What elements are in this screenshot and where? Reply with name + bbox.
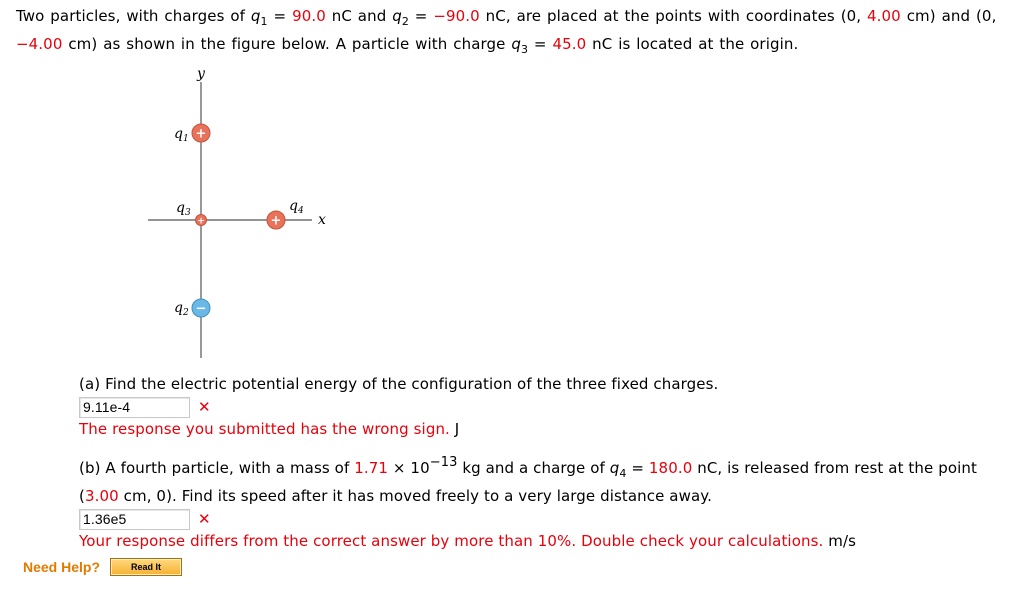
question-text: (b) A fourth particle, with a mass of bbox=[79, 459, 355, 477]
q4-label: $q_4$ bbox=[289, 198, 304, 216]
y2-value: −4.00 bbox=[16, 35, 63, 53]
charge-diagram bbox=[140, 62, 340, 362]
incorrect-icon: ✕ bbox=[198, 509, 211, 528]
q3-subscript: 3 bbox=[520, 43, 529, 56]
plus-sign-icon: + bbox=[195, 126, 207, 142]
times-ten: × 10 bbox=[388, 459, 430, 477]
part-b bbox=[79, 451, 1009, 553]
mass-exponent: −13 bbox=[429, 455, 458, 470]
q2-symbol: q bbox=[392, 7, 402, 25]
q4-symbol: q bbox=[609, 459, 620, 477]
intro-text: cm) as shown in the figure below. A particle with charge bbox=[62, 35, 512, 53]
mass-value: 1.71 bbox=[354, 459, 389, 477]
q2-subscript: 2 bbox=[401, 15, 409, 28]
part-b-answer-input[interactable]: 1.36e5 bbox=[79, 509, 190, 530]
q4-value: 180.0 bbox=[648, 459, 693, 477]
intro-text: nC and bbox=[325, 7, 393, 25]
x-axis-label: x bbox=[318, 212, 326, 228]
plus-sign-icon: + bbox=[270, 213, 282, 229]
part-a-feedback-line bbox=[79, 418, 1009, 441]
question-text: nC, is released from rest at the point ( bbox=[79, 459, 977, 505]
incorrect-icon: ✕ bbox=[198, 397, 211, 416]
q3-value: 45.0 bbox=[552, 35, 587, 53]
need-help-label: Need Help? bbox=[23, 559, 101, 575]
equals: = bbox=[528, 35, 553, 53]
q2-value: −90.0 bbox=[433, 7, 480, 25]
part-b-question bbox=[79, 451, 1009, 508]
q1-subscript: 1 bbox=[260, 15, 268, 28]
part-a-unit: J bbox=[449, 420, 460, 438]
intro-text: nC, are placed at the points with coordinates (0, bbox=[479, 7, 868, 25]
equals: = bbox=[267, 7, 293, 25]
q2-label: $q_2$ bbox=[174, 300, 189, 318]
part-a-question: (a) Find the electric potential energy of the configuration of the three fixed charges. bbox=[79, 375, 719, 393]
intro-text: Two particles, with charges of bbox=[16, 7, 251, 25]
intro-text: cm) and (0, bbox=[900, 7, 997, 25]
read-it-button[interactable]: Read It bbox=[110, 558, 182, 576]
y-axis-label: y bbox=[197, 66, 205, 82]
need-help-section bbox=[23, 558, 182, 576]
q3-symbol: q bbox=[511, 35, 521, 53]
q1-label: $q_1$ bbox=[174, 126, 189, 144]
minus-sign-icon: − bbox=[195, 301, 207, 317]
part-b-unit: m/s bbox=[823, 532, 857, 550]
problem-statement bbox=[16, 5, 1016, 61]
part-a-answer-input[interactable]: 9.11e-4 bbox=[79, 397, 190, 418]
q1-value: 90.0 bbox=[292, 7, 326, 25]
part-a bbox=[79, 373, 1009, 441]
question-text: kg and a charge of bbox=[457, 459, 610, 477]
equals: = bbox=[408, 7, 434, 25]
equals: = bbox=[626, 459, 649, 477]
question-text: cm, 0). Find its speed after it has moved freely to a very large distance away. bbox=[118, 487, 712, 505]
q4-subscript: 4 bbox=[619, 467, 627, 480]
part-a-answer-row bbox=[79, 396, 1009, 418]
part-a-feedback: The response you submitted has the wrong sign. bbox=[79, 420, 450, 438]
y1-value: 4.00 bbox=[867, 7, 901, 25]
intro-text: nC is located at the origin. bbox=[586, 35, 799, 53]
q3-label: $q_3$ bbox=[176, 200, 191, 218]
x-value: 3.00 bbox=[84, 487, 119, 505]
part-b-answer-row bbox=[79, 508, 1009, 530]
part-b-feedback-line bbox=[79, 530, 1009, 553]
part-b-feedback: Your response differs from the correct answer by more than 10%. Double check your calculations. bbox=[79, 532, 824, 550]
q1-symbol: q bbox=[250, 7, 261, 25]
plus-sign-icon: + bbox=[197, 216, 205, 227]
